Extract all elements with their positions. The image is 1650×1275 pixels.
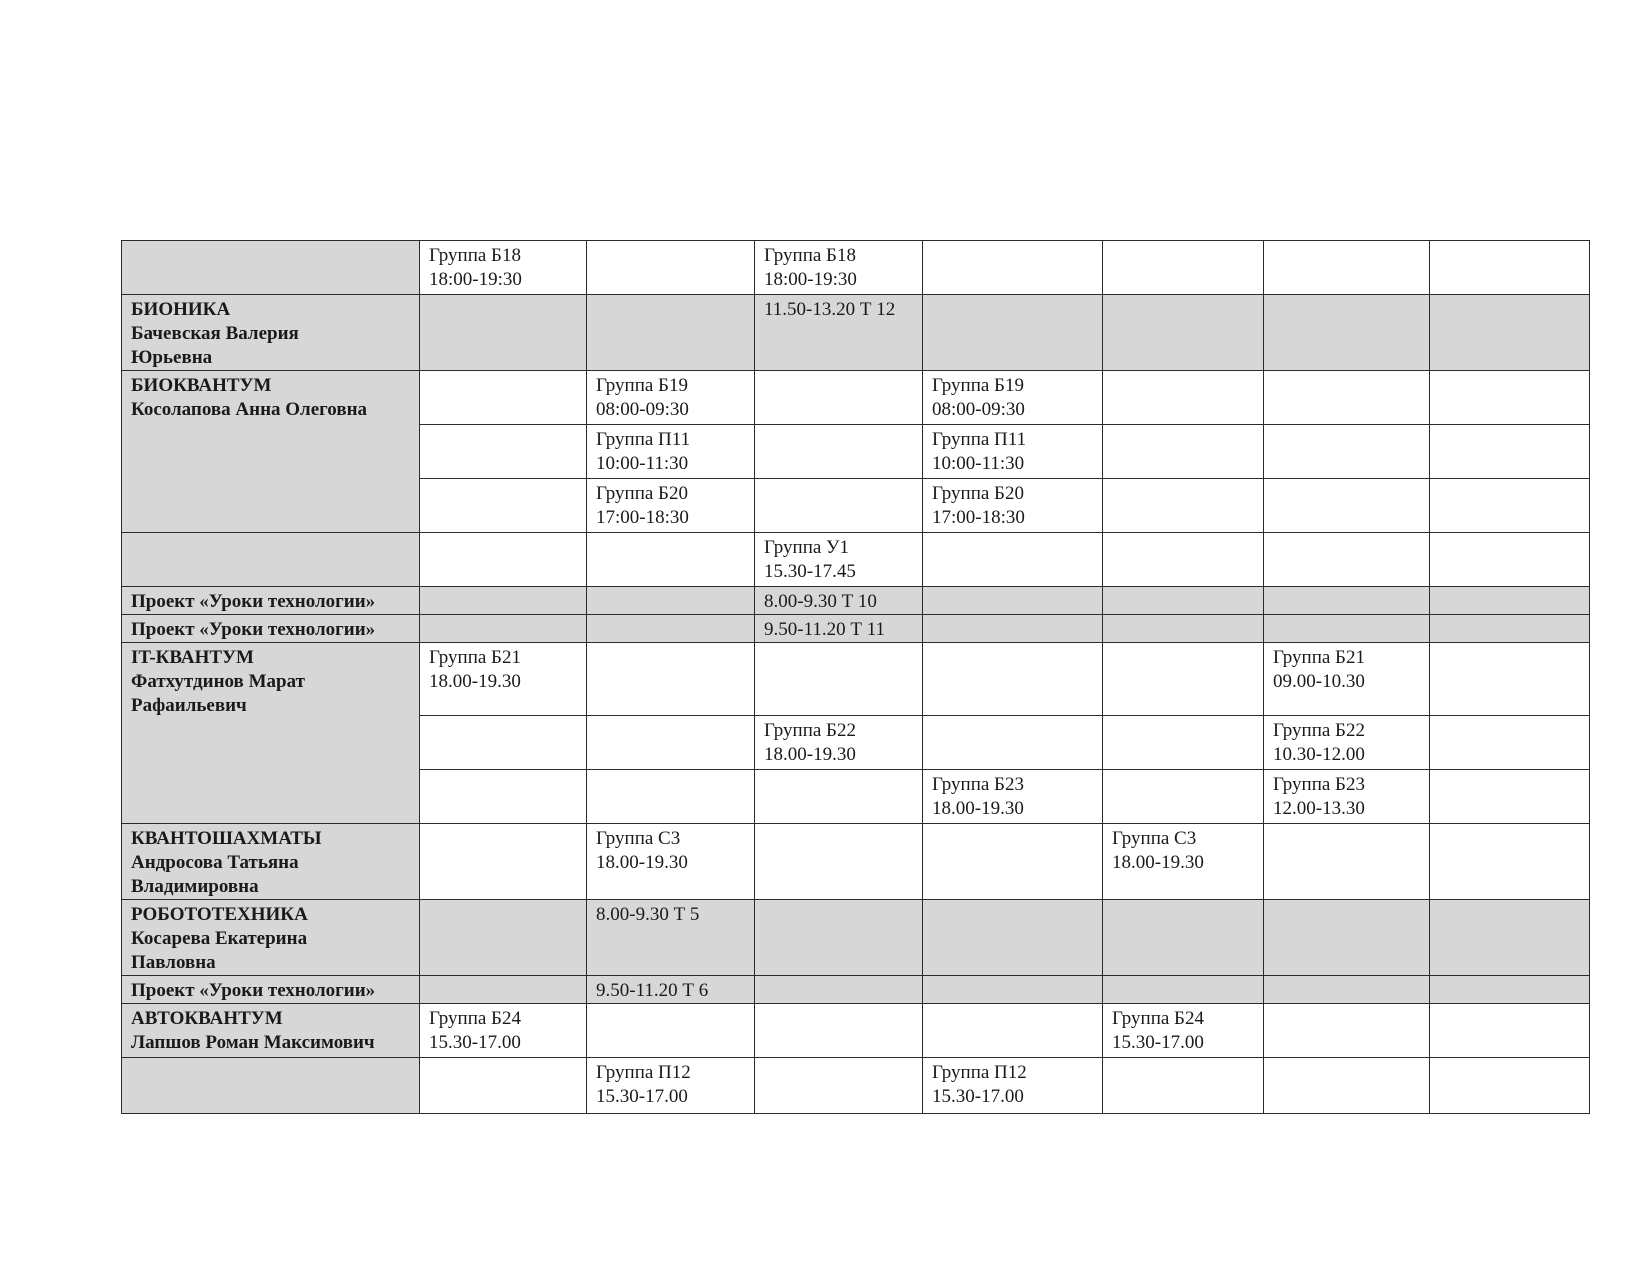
schedule-cell	[420, 1004, 587, 1058]
empty-cell	[1430, 479, 1590, 533]
schedule-body	[122, 241, 1590, 1114]
schedule-cell	[755, 295, 923, 371]
schedule-cell	[587, 371, 755, 425]
schedule-cell	[587, 1058, 755, 1114]
empty-cell	[1103, 479, 1264, 533]
empty-cell	[1264, 900, 1430, 976]
empty-cell	[755, 643, 923, 716]
empty-cell	[1264, 976, 1430, 1004]
empty-cell	[1103, 425, 1264, 479]
program-name-cell	[122, 587, 420, 615]
cell-text-line: 15.30-17.00	[932, 1086, 1024, 1107]
empty-cell	[755, 1004, 923, 1058]
cell-text-line: Группа Б18	[429, 245, 521, 266]
cell-text-line: Фатхутдинов Марат	[131, 671, 305, 692]
cell-text-line: Группа П12	[596, 1062, 691, 1083]
cell-text-line: Группа Б23	[1273, 774, 1365, 795]
cell-text-line: 11.50-13.20 Т 12	[764, 299, 896, 320]
empty-cell	[1430, 533, 1590, 587]
cell-text-line: Группа Б19	[932, 375, 1024, 396]
cell-text-line: 08:00-09:30	[596, 399, 689, 420]
empty-cell	[923, 241, 1103, 295]
cell-text-line: 15.30-17.00	[429, 1032, 521, 1053]
cell-text-line: Проект «Уроки технологии»	[131, 619, 376, 640]
empty-cell	[1430, 900, 1590, 976]
empty-cell	[420, 900, 587, 976]
empty-cell	[755, 1058, 923, 1114]
empty-cell	[587, 643, 755, 716]
empty-cell	[755, 824, 923, 900]
empty-cell	[1264, 1004, 1430, 1058]
schedule-cell	[755, 587, 923, 615]
cell-text-line: 9.50-11.20 Т 6	[596, 980, 709, 1001]
cell-text-line: 18.00-19.30	[932, 798, 1024, 819]
schedule-cell	[755, 716, 923, 770]
empty-cell	[587, 241, 755, 295]
schedule-cell	[755, 241, 923, 295]
empty-cell	[122, 241, 420, 295]
empty-cell	[1103, 295, 1264, 371]
cell-text-line: Группа П11	[596, 429, 691, 450]
cell-text-line: Группа Б22	[764, 720, 856, 741]
empty-cell	[587, 1004, 755, 1058]
empty-cell	[1264, 533, 1430, 587]
cell-text-line: Группа У1	[764, 537, 850, 558]
cell-text-line: Косолапова Анна Олеговна	[131, 399, 368, 420]
cell-text-line: 18.00-19.30	[596, 852, 688, 873]
table-row	[122, 976, 1590, 1004]
empty-cell	[923, 900, 1103, 976]
schedule-cell	[587, 824, 755, 900]
table-row	[122, 587, 1590, 615]
empty-cell	[755, 479, 923, 533]
empty-cell	[1103, 976, 1264, 1004]
cell-text-line: Группа Б24	[1112, 1008, 1204, 1029]
cell-text-line: 18.00-19.30	[764, 744, 856, 765]
empty-cell	[1103, 587, 1264, 615]
empty-cell	[1264, 615, 1430, 643]
schedule-cell	[587, 425, 755, 479]
schedule-cell	[1103, 1004, 1264, 1058]
empty-cell	[1430, 770, 1590, 824]
cell-text-line: Группа С3	[596, 828, 681, 849]
empty-cell	[923, 295, 1103, 371]
cell-text-line: 18:00-19:30	[764, 269, 857, 290]
empty-cell	[1103, 533, 1264, 587]
empty-cell	[923, 824, 1103, 900]
schedule-cell	[1264, 716, 1430, 770]
empty-cell	[923, 615, 1103, 643]
empty-cell	[1103, 241, 1264, 295]
schedule-cell	[923, 371, 1103, 425]
table-row	[122, 615, 1590, 643]
empty-cell	[587, 533, 755, 587]
program-name-cell	[122, 1004, 420, 1058]
cell-text-line: 10:00-11:30	[932, 453, 1025, 474]
empty-cell	[755, 425, 923, 479]
empty-cell	[1264, 1058, 1430, 1114]
empty-cell	[1430, 587, 1590, 615]
cell-text-line: КВАНТОШАХМАТЫ	[131, 828, 322, 849]
table-row	[122, 241, 1590, 295]
cell-text-line: Проект «Уроки технологии»	[131, 980, 376, 1001]
empty-cell	[420, 295, 587, 371]
empty-cell	[420, 1058, 587, 1114]
table-row	[122, 295, 1590, 371]
schedule-cell	[923, 1058, 1103, 1114]
empty-cell	[1103, 900, 1264, 976]
empty-cell	[1103, 1058, 1264, 1114]
schedule-table	[121, 240, 1590, 1114]
cell-text-line: Группа Б23	[932, 774, 1024, 795]
cell-text-line: Группа Б20	[932, 483, 1024, 504]
empty-cell	[923, 643, 1103, 716]
cell-text-line: 8.00-9.30 Т 5	[596, 904, 700, 925]
cell-text-line: Группа С3	[1112, 828, 1197, 849]
cell-text-line: БИОНИКА	[131, 299, 231, 320]
empty-cell	[587, 770, 755, 824]
cell-text-line: Лапшов Роман Максимович	[131, 1032, 375, 1053]
cell-text-line: Группа П11	[932, 429, 1027, 450]
empty-cell	[1264, 371, 1430, 425]
table-row	[122, 1004, 1590, 1058]
table-row	[122, 900, 1590, 976]
cell-text-line: АВТОКВАНТУМ	[131, 1008, 283, 1029]
empty-cell	[755, 770, 923, 824]
cell-text-line: РОБОТОТЕХНИКА	[131, 904, 308, 925]
empty-cell	[420, 533, 587, 587]
empty-cell	[587, 295, 755, 371]
empty-cell	[420, 615, 587, 643]
program-name-cell	[122, 900, 420, 976]
empty-cell	[122, 533, 420, 587]
empty-cell	[923, 716, 1103, 770]
empty-cell	[1430, 1004, 1590, 1058]
cell-text-line: Проект «Уроки технологии»	[131, 591, 376, 612]
empty-cell	[1264, 587, 1430, 615]
empty-cell	[587, 615, 755, 643]
empty-cell	[420, 479, 587, 533]
empty-cell	[755, 371, 923, 425]
empty-cell	[923, 533, 1103, 587]
cell-text-line: 09.00-10.30	[1273, 671, 1365, 692]
table-row	[122, 643, 1590, 716]
schedule-cell	[923, 770, 1103, 824]
schedule-cell	[587, 976, 755, 1004]
cell-text-line: 15.30-17.45	[764, 561, 856, 582]
empty-cell	[1430, 241, 1590, 295]
empty-cell	[755, 900, 923, 976]
program-name-cell	[122, 824, 420, 900]
schedule-cell	[1103, 824, 1264, 900]
schedule-cell	[587, 479, 755, 533]
cell-text-line: Группа П12	[932, 1062, 1027, 1083]
empty-cell	[587, 587, 755, 615]
schedule-cell	[420, 241, 587, 295]
cell-text-line: Группа Б21	[1273, 647, 1365, 668]
schedule-cell	[755, 533, 923, 587]
cell-text-line: 10:00-11:30	[596, 453, 689, 474]
empty-cell	[923, 976, 1103, 1004]
cell-text-line: Павловна	[131, 952, 216, 973]
cell-text-line: Владимировна	[131, 876, 259, 897]
empty-cell	[1264, 295, 1430, 371]
cell-text-line: Рафаильевич	[131, 695, 247, 716]
table-row	[122, 1058, 1590, 1114]
schedule-cell	[923, 479, 1103, 533]
cell-text-line: 17:00-18:30	[596, 507, 689, 528]
cell-text-line: 18.00-19.30	[1112, 852, 1204, 873]
cell-text-line: Косарева Екатерина	[131, 928, 308, 949]
cell-text-line: 8.00-9.30 Т 10	[764, 591, 877, 612]
cell-text-line: Юрьевна	[131, 347, 213, 368]
empty-cell	[1430, 1058, 1590, 1114]
cell-text-line: 12.00-13.30	[1273, 798, 1365, 819]
empty-cell	[1103, 716, 1264, 770]
table-row	[122, 533, 1590, 587]
schedule-cell	[1264, 643, 1430, 716]
cell-text-line: 18.00-19.30	[429, 671, 521, 692]
cell-text-line: 15.30-17.00	[596, 1086, 688, 1107]
schedule-cell	[587, 900, 755, 976]
empty-cell	[1430, 976, 1590, 1004]
schedule-cell	[755, 615, 923, 643]
cell-text-line: Группа Б22	[1273, 720, 1365, 741]
empty-cell	[420, 976, 587, 1004]
cell-text-line: Группа Б24	[429, 1008, 521, 1029]
empty-cell	[1430, 295, 1590, 371]
empty-cell	[420, 770, 587, 824]
cell-text-line: 08:00-09:30	[932, 399, 1025, 420]
empty-cell	[1264, 824, 1430, 900]
empty-cell	[755, 976, 923, 1004]
empty-cell	[1430, 643, 1590, 716]
empty-cell	[1103, 770, 1264, 824]
empty-cell	[923, 587, 1103, 615]
empty-cell	[587, 716, 755, 770]
cell-text-line: БИОКВАНТУМ	[131, 375, 272, 396]
empty-cell	[1264, 479, 1430, 533]
empty-cell	[420, 371, 587, 425]
schedule-cell	[420, 643, 587, 716]
schedule-cell	[1264, 770, 1430, 824]
table-row	[122, 371, 1590, 425]
empty-cell	[420, 587, 587, 615]
cell-text-line: 9.50-11.20 Т 11	[764, 619, 886, 640]
empty-cell	[420, 425, 587, 479]
empty-cell	[1430, 425, 1590, 479]
cell-text-line: 18:00-19:30	[429, 269, 522, 290]
empty-cell	[1103, 371, 1264, 425]
program-name-cell	[122, 295, 420, 371]
cell-text-line: Группа Б19	[596, 375, 688, 396]
cell-text-line: Группа Б18	[764, 245, 856, 266]
cell-text-line: 17:00-18:30	[932, 507, 1025, 528]
cell-text-line: Бачевская Валерия	[131, 323, 299, 344]
schedule-cell	[923, 425, 1103, 479]
cell-text-line: Группа Б20	[596, 483, 688, 504]
program-name-cell	[122, 976, 420, 1004]
empty-cell	[923, 1004, 1103, 1058]
cell-text-line: 10.30-12.00	[1273, 744, 1365, 765]
empty-cell	[1264, 241, 1430, 295]
empty-cell	[1430, 824, 1590, 900]
empty-cell	[1103, 615, 1264, 643]
empty-cell	[1430, 716, 1590, 770]
empty-cell	[420, 716, 587, 770]
program-name-cell	[122, 643, 420, 824]
empty-cell	[1430, 615, 1590, 643]
cell-text-line: 15.30-17.00	[1112, 1032, 1204, 1053]
cell-text-line: IT-КВАНТУМ	[131, 647, 254, 668]
empty-cell	[1103, 643, 1264, 716]
cell-text-line: Группа Б21	[429, 647, 521, 668]
empty-cell	[122, 1058, 420, 1114]
table-row	[122, 824, 1590, 900]
program-name-cell	[122, 371, 420, 533]
empty-cell	[1430, 371, 1590, 425]
empty-cell	[1264, 425, 1430, 479]
program-name-cell	[122, 615, 420, 643]
empty-cell	[420, 824, 587, 900]
cell-text-line: Андросова Татьяна	[131, 852, 299, 873]
